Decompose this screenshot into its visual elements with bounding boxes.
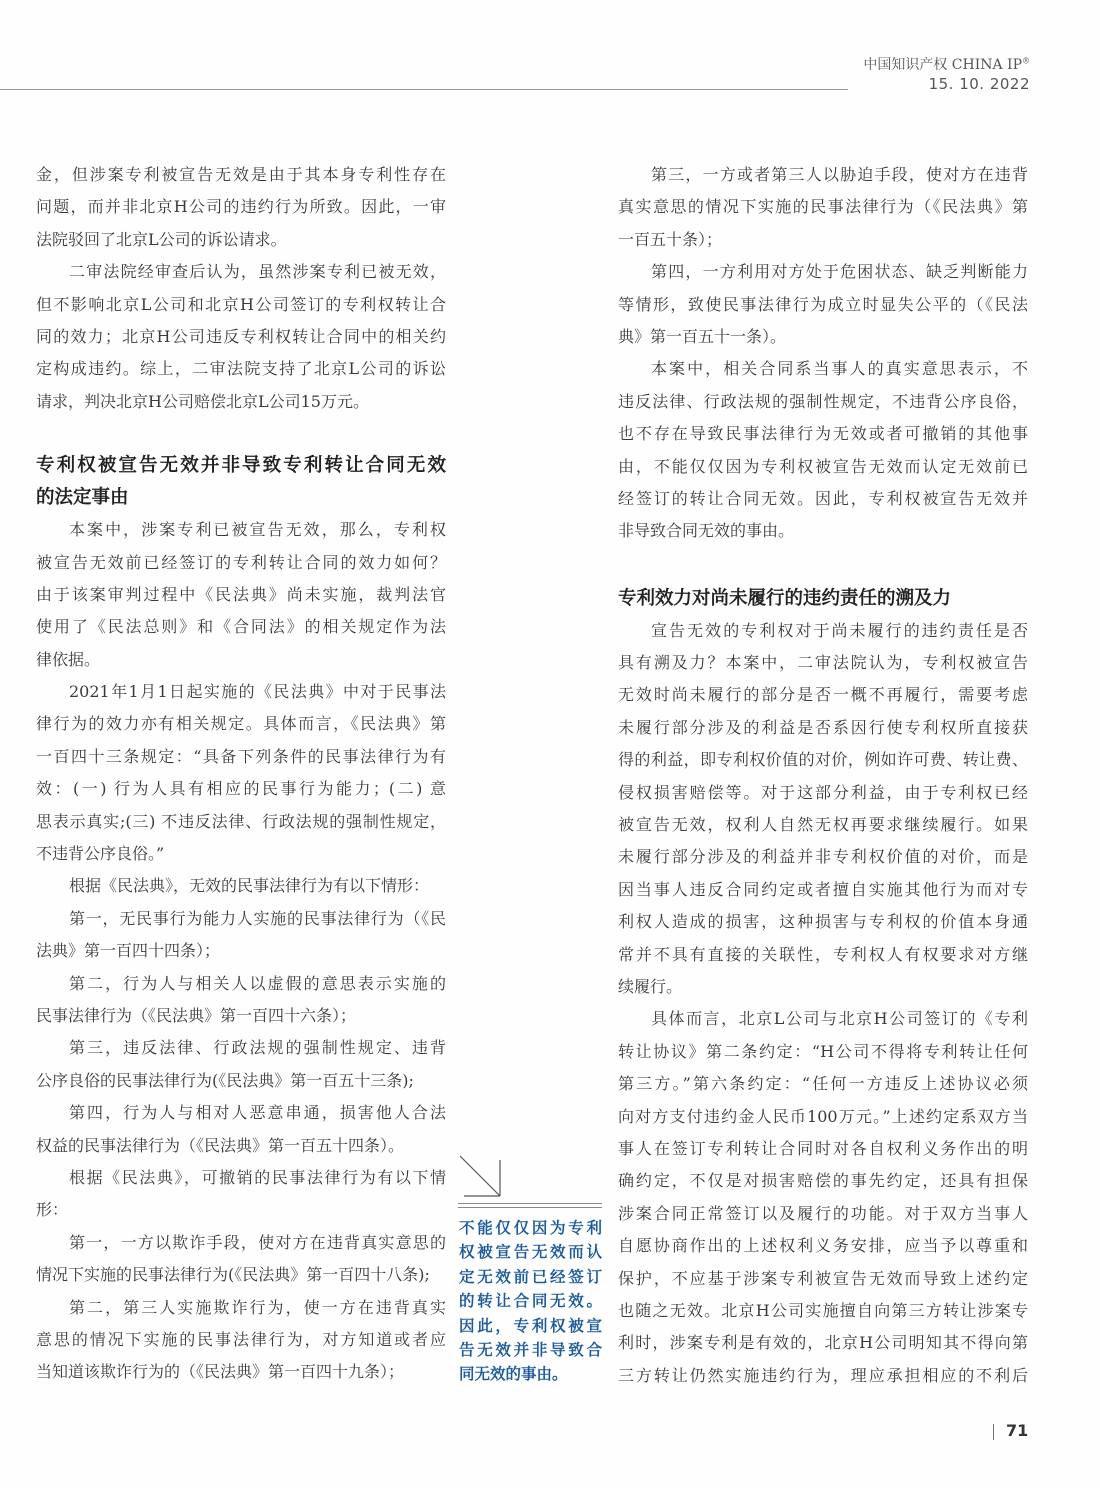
text-line: 的法定事由 <box>36 487 129 509</box>
text-line: 利权人造成的损害，这种损害与专利权的价值本身通 <box>618 912 1028 932</box>
text-line: 具体而言，北京L公司与北京H公司签订的《专利 <box>651 1009 1028 1029</box>
text-line: 由于该案审判过程中《民法典》尚未实施，裁判法官 <box>36 584 446 604</box>
text-line: 也随之无效。北京H公司实施擅自向第三方转让涉案专 <box>618 1300 1028 1320</box>
text-line: 非导致合同无效的事由。 <box>618 521 795 541</box>
pull-quote-line: 因此，专利权被宣 <box>459 1316 602 1335</box>
paragraph <box>618 256 1028 353</box>
text-line: 请求，判决北京H公司赔偿北京L公司15万元。 <box>36 391 369 411</box>
text-line: 转让协议》第二条约定：“H公司不得将专利转让任何 <box>618 1041 1028 1061</box>
text-line: 被宣告无效前已经签订的专利转让合同的效力如何？ <box>36 552 446 572</box>
text-line: 三方转让仍然实施违约行为，理应承担相应的不利后 <box>618 1365 1028 1385</box>
paragraph <box>36 1227 446 1292</box>
text-line: 涉案合同正常签订以及履行的功能。对于双方当事人 <box>618 1203 1028 1223</box>
paragraph <box>618 615 1028 1004</box>
text-line: 效：(一) 行为人具有相应的民事行为能力；(二) 意 <box>36 779 446 799</box>
text-line: 本案中，相关合同系当事人的真实意思表示，不 <box>651 359 1028 379</box>
text-line: 本案中，涉案专利已被宣告无效，那么，专利权 <box>69 520 446 540</box>
text-line: 不违背公序良俗。” <box>36 844 165 864</box>
text-line: 同的效力；北京H公司违反专利权转让合同中的相关约 <box>36 326 446 346</box>
pull-quote-line: 告无效并非导致合 <box>459 1340 602 1359</box>
text-line: 律行为的效力亦有相关规定。具体而言，《民法典》第 <box>36 714 446 734</box>
paragraph <box>36 1292 446 1389</box>
magazine-title: 中国知识产权 CHINA IP <box>863 57 1022 73</box>
text-line: 金，但涉案专利被宣告无效是由于其本身专利性存在 <box>36 165 446 184</box>
text-line: 确约定，不仅是对损害赔偿的事先约定，还具有担保 <box>618 1171 1028 1191</box>
text-line: 因当事人违反合同约定或者擅自实施其他行为而对专 <box>618 879 1028 899</box>
paragraph <box>36 870 446 902</box>
text-line: 二审法院经审查后认为，虽然涉案专利已被无效， <box>69 262 446 282</box>
text-line: 续履行。 <box>618 976 683 996</box>
text-line: 事人在签订专利转让合同时对各自权利义务作出的明 <box>618 1138 1028 1158</box>
left-column <box>36 159 446 1389</box>
paragraph <box>36 1097 446 1162</box>
text-line: 第三，违反法律、行政法规的强制性规定、违背 <box>69 1038 446 1058</box>
paragraph <box>618 159 1028 256</box>
text-line: 但不影响北京L公司和北京H公司签订的专利权转让合 <box>36 294 446 314</box>
paragraph <box>36 968 446 1033</box>
registered-mark: ® <box>1022 56 1030 66</box>
text-line: 经签订的转让合同无效。因此，专利权被宣告无效并 <box>618 488 1028 508</box>
text-line: 第二，行为人与相关人以虚假的意思表示实施的 <box>69 973 446 993</box>
text-line: 保护，不应基于涉案专利被宣告无效而导致上述约定 <box>618 1268 1028 1288</box>
paragraph <box>36 159 446 256</box>
paragraph <box>36 514 446 676</box>
page-number-divider <box>993 1424 994 1440</box>
paragraph <box>36 1032 446 1097</box>
text-line: 真实意思的情况下实施的民事法律行为（《民法典》第 <box>618 197 1028 217</box>
text-line: 得的利益，即专利权价值的对价，例如许可费、转让费、 <box>618 750 1028 770</box>
text-line: 宣告无效的专利权对于尚未履行的违约责任是否 <box>651 620 1028 640</box>
text-line: 定构成违约。综上，二审法院支持了北京L公司的诉讼 <box>36 359 446 379</box>
text-line: 权益的民事法律行为（《民法典》第一百五十四条）。 <box>36 1135 405 1155</box>
text-line: 由，不能仅仅因为专利权被宣告无效而认定无效前已 <box>618 456 1028 476</box>
page-number: 71 <box>1006 1421 1029 1440</box>
text-line: 法典》第一百四十四条）； <box>36 941 221 961</box>
pull-quote-line: 定无效前已经签订 <box>459 1267 602 1286</box>
text-line: 问题，而并非北京H公司的违约行为所致。因此，一审 <box>36 197 446 217</box>
paragraph <box>618 1003 1028 1392</box>
text-line: 2021年1月1日起实施的《民法典》中对于民事法 <box>69 682 446 702</box>
issue-date: 15. 10. 2022 <box>928 75 1030 93</box>
paragraph <box>36 1162 446 1227</box>
text-line: 第一，一方以欺诈手段，使对方在违背真实意思的 <box>69 1232 446 1252</box>
text-line: 使用了《民法总则》和《合同法》的相关规定作为法 <box>36 617 446 637</box>
text-line: 专利效力对尚未履行的违约责任的溯及力 <box>618 587 952 609</box>
text-line: 根据《民法典》，无效的民事法律行为有以下情形： <box>69 876 430 896</box>
text-line: 律依据。 <box>36 649 101 669</box>
text-line: 法院驳回了北京L公司的诉讼请求。 <box>36 229 287 249</box>
right-column <box>618 159 1028 1392</box>
text-line: 第三，一方或者第三人以胁迫手段，使对方在违背 <box>651 165 1028 184</box>
text-line: 未履行部分涉及的利益并非专利权价值的对价，而是 <box>618 847 1028 867</box>
text-line: 一百四十三条规定：“具备下列条件的民事法律行为有 <box>36 746 446 766</box>
text-line: 侵权损害赔偿等。对于这部分利益，由于专利权已经 <box>618 782 1028 802</box>
arrow-down-right-icon <box>458 1154 504 1200</box>
pull-quote-line: 同无效的事由。 <box>459 1365 568 1384</box>
text-line: 第三方。”第六条约定：“任何一方违反上述协议必须 <box>618 1074 1028 1094</box>
text-line: 未履行部分涉及的利益是否系因行使专利权所直接获 <box>618 717 1028 737</box>
text-line: 公序良俗的民事法律行为(《民法典》第一百五十三条); <box>36 1070 414 1090</box>
text-line: 民事法律行为（《民法典》第一百四十六条）； <box>36 1005 357 1025</box>
text-line: 根据《民法典》，可撤销的民事法律行为有以下情 <box>69 1167 446 1187</box>
text-line: 情况下实施的民事法律行为(《民法典》第一百四十八条); <box>36 1265 430 1285</box>
section-heading <box>36 450 446 514</box>
text-line: 一百五十条）； <box>618 229 723 249</box>
text-line: 典》第一百五十一条）。 <box>618 326 787 346</box>
text-line: 常并不具有直接的关联性，专利权人有权要求对方继 <box>618 944 1028 964</box>
paragraph <box>618 353 1028 547</box>
text-line: 第四，行为人与相对人恶意串通，损害他人合法 <box>69 1103 446 1123</box>
pull-quote-line: 不能仅仅因为专利 <box>459 1219 602 1237</box>
text-line: 意思的情况下实施的民事法律行为，对方知道或者应 <box>36 1329 446 1349</box>
text-line: 第一，无民事行为能力人实施的民事法律行为（《民 <box>69 908 446 928</box>
text-line: 当知道该欺诈行为的（《民法典》第一百四十九条）； <box>36 1362 405 1382</box>
pull-quote-rule <box>458 1203 602 1208</box>
paragraph <box>36 256 446 418</box>
text-line: 思表示真实;(三) 不违反法律、行政法规的强制性规定， <box>36 811 446 831</box>
text-line: 第二，第三人实施欺诈行为，使一方在违背真实 <box>69 1297 446 1317</box>
text-line: 专利权被宣告无效并非导致专利转让合同无效 <box>36 455 446 477</box>
pull-quote-line: 权被宣告无效而认 <box>459 1243 602 1262</box>
paragraph <box>36 903 446 968</box>
pull-quote-line: 的转让合同无效。 <box>459 1292 602 1311</box>
paragraph <box>36 676 446 870</box>
text-line: 向对方支付违约金人民币100万元。”上述约定系双方当 <box>618 1106 1028 1126</box>
text-line: 第四，一方利用对方处于危困状态、缺乏判断能力 <box>651 262 1028 282</box>
text-line: 形： <box>36 1200 69 1220</box>
text-line: 等情形，致使民事法律行为成立时显失公平的（《民法 <box>618 294 1028 314</box>
section-heading <box>618 583 1028 615</box>
magazine-name <box>863 54 1030 74</box>
text-line: 也不存在导致民事法律行为无效或者可撤销的其他事 <box>618 424 1028 444</box>
text-line: 违反法律、行政法规的强制性规定，不违背公序良俗， <box>618 391 1028 411</box>
text-line: 利时，涉案专利是有效的，北京H公司明知其不得向第 <box>618 1333 1028 1353</box>
text-line: 被宣告无效，权利人自然无权再要求继续履行。如果 <box>618 815 1028 835</box>
pull-quote <box>459 1216 602 1387</box>
text-line: 自愿协商作出的上述权利义务安排，应当予以尊重和 <box>618 1236 1028 1256</box>
header-rule <box>0 89 848 90</box>
text-line: 具有溯及力？本案中，二审法院认为，专利权被宣告 <box>618 653 1028 673</box>
text-line: 无效时尚未履行的部分是否一概不再履行，需要考虑 <box>618 685 1028 705</box>
